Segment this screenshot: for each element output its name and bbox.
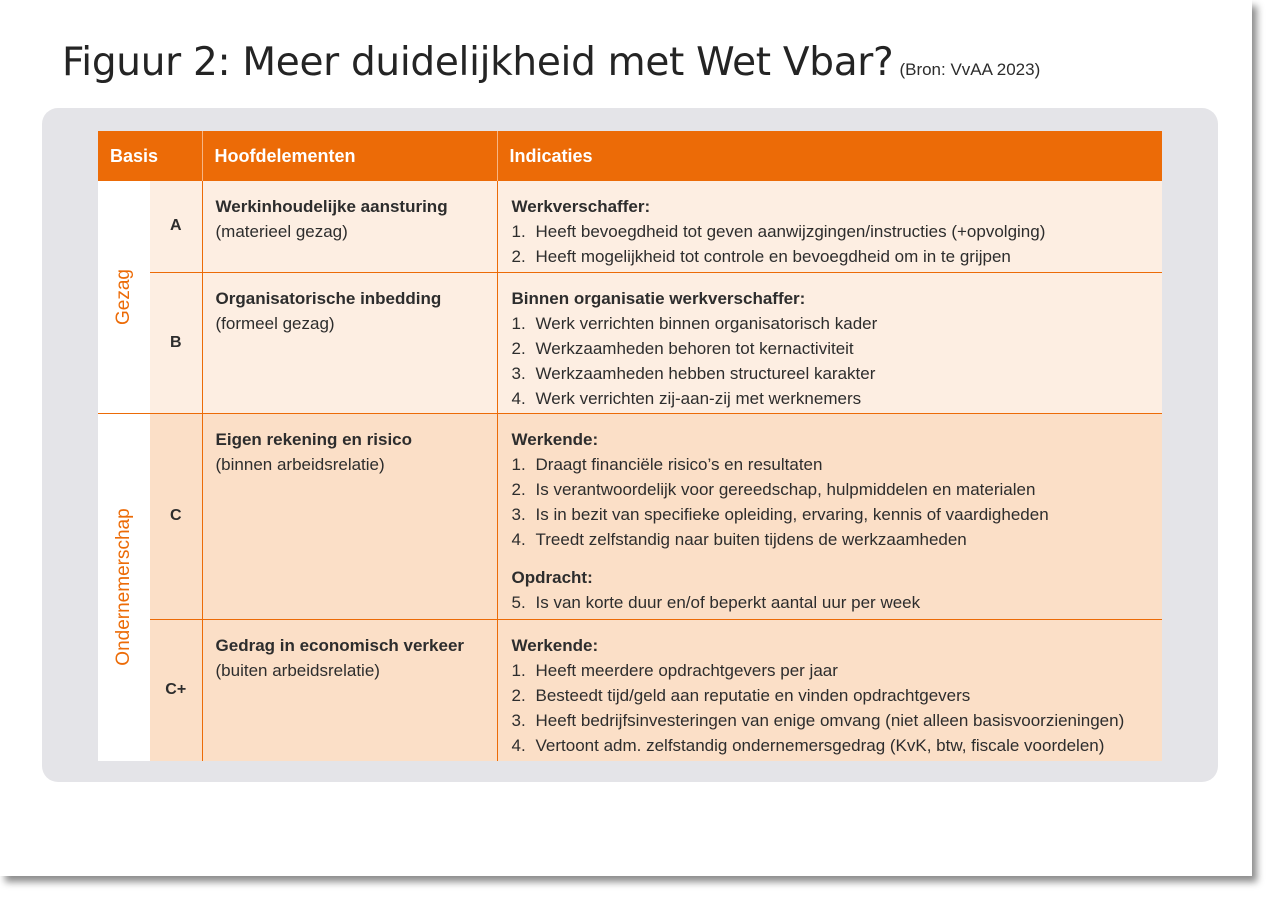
element-cell [202, 619, 497, 761]
group-label-gezag: Gezag [113, 268, 134, 325]
list-item: 3. Is in bezit van specifieke opleiding, ervaring, kennis of vaardigheden [511, 504, 1049, 524]
table-row [98, 619, 1162, 761]
indicatie-list [512, 219, 1151, 269]
header-indicaties: Indicaties [497, 131, 1162, 181]
indicatie-heading: Werkende: [511, 429, 599, 449]
element-name: Eigen rekening en risico [215, 429, 413, 449]
indicatie-heading: Binnen organisatie werkverschaffer: [511, 288, 806, 308]
group-label-ondernemerschap: Ondernemerschap [113, 508, 134, 666]
indicatie-list [512, 590, 1151, 615]
indicatie-list [512, 658, 1151, 758]
list-item: 4. Vertoont adm. zelfstandig ondernemersgedrag (KvK, btw, fiscale voordelen) [511, 735, 1105, 755]
element-name: Gedrag in economisch verkeer [215, 635, 465, 655]
header-hoofdelementen: Hoofdelementen [202, 131, 497, 181]
list-item: 2. Heeft mogelijkheid tot controle en bevoegdheid om in te grijpen [511, 247, 1011, 266]
indicatie-heading: Werkende: [511, 635, 599, 655]
row-code: C [150, 413, 202, 619]
header-basis: Basis [98, 131, 202, 181]
indicatie-list [512, 452, 1151, 552]
list-item: 1. Draagt financiële risico’s en resultaten [511, 454, 823, 474]
element-sub: (formeel gezag) [215, 313, 335, 333]
indicaties-cell [497, 413, 1162, 619]
list-item: 4. Treedt zelfstandig naar buiten tijdens de werkzaamheden [511, 529, 967, 549]
list-item: 3. Heeft bedrijfsinvesteringen van enige omvang (niet alleen basisvoorzieningen) [511, 710, 1125, 730]
indicatie-heading: Werkverschaffer: [511, 197, 651, 216]
element-cell [202, 413, 497, 619]
indicatie-heading: Opdracht: [511, 567, 593, 587]
element-cell [202, 181, 497, 272]
list-item: 1. Heeft meerdere opdrachtgevers per jaar [511, 660, 838, 680]
group-gezag [98, 181, 150, 413]
element-sub: (buiten arbeidsrelatie) [215, 660, 380, 680]
element-cell [202, 272, 497, 413]
figure-source: (Bron: VvAA 2023) [899, 60, 1041, 79]
row-code: B [150, 272, 202, 413]
row-code: C+ [150, 619, 202, 761]
list-item: 1. Heeft bevoegdheid tot geven aanwijzgingen/instructies (+opvolging) [511, 222, 1046, 241]
table-row [98, 181, 1162, 272]
element-sub: (binnen arbeidsrelatie) [215, 454, 385, 474]
figure-title [62, 40, 1040, 85]
indicaties-cell [497, 181, 1162, 272]
element-name: Werkinhoudelijke aansturing [215, 197, 448, 216]
table-row [98, 413, 1162, 619]
list-item: 2. Besteedt tijd/geld aan reputatie en vinden opdrachtgevers [511, 685, 971, 705]
list-item: 2. Werkzaamheden behoren tot kernactiviteit [511, 338, 854, 358]
figure-title-text: Figuur 2: Meer duidelijkheid met Wet Vbar? [62, 40, 894, 85]
indicaties-cell [497, 272, 1162, 413]
table-row [98, 272, 1162, 413]
list-item: 2. Is verantwoordelijk voor gereedschap, hulpmiddelen en materialen [511, 479, 1036, 499]
group-ondernemerschap [98, 413, 150, 761]
element-sub: (materieel gezag) [215, 222, 348, 241]
list-item: 4. Werk verrichten zij-aan-zij met werknemers [511, 388, 862, 408]
list-item: 3. Werkzaamheden hebben structureel karakter [511, 363, 876, 383]
list-item: 5. Is van korte duur en/of beperkt aantal uur per week [511, 592, 921, 612]
vbar-table [98, 131, 1162, 761]
indicatie-list [512, 311, 1151, 411]
indicaties-cell [497, 619, 1162, 761]
row-code: A [150, 181, 202, 272]
table-header-row [98, 131, 1162, 181]
element-name: Organisatorische inbedding [215, 288, 442, 308]
list-item: 1. Werk verrichten binnen organisatorisch kader [511, 313, 878, 333]
